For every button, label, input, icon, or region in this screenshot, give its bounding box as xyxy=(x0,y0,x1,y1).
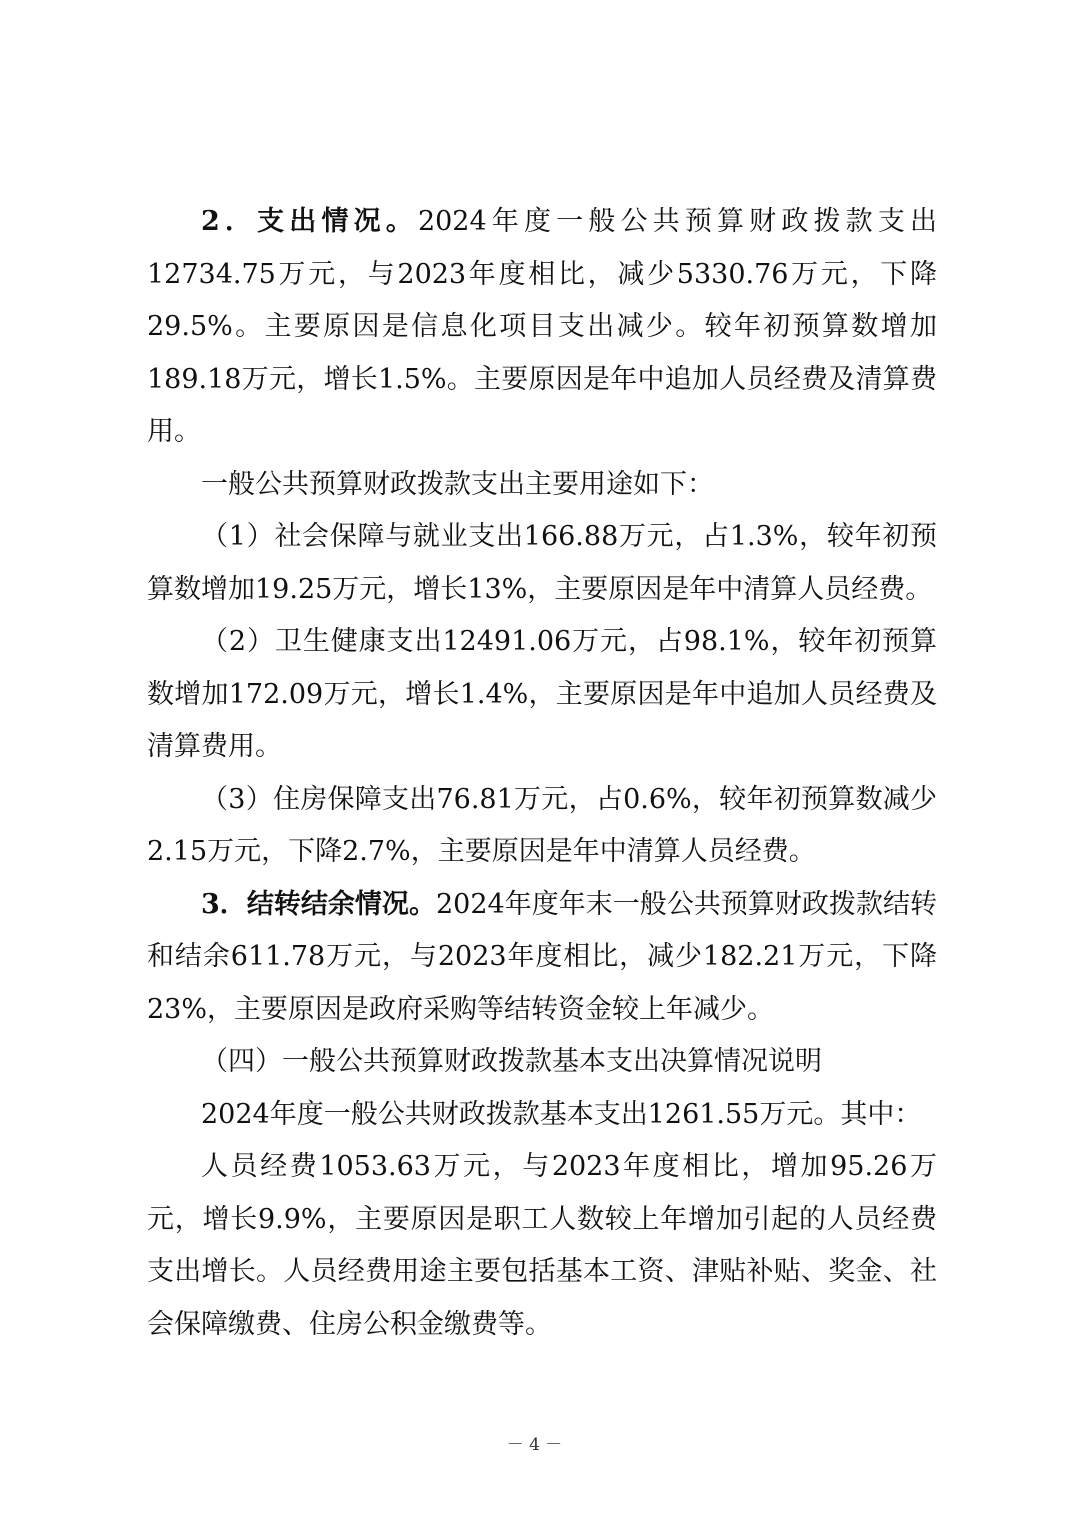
heading-expenditure: 2．支出情况。 xyxy=(201,206,418,237)
paragraph-text: （3）住房保障支出76.81万元，占0.6%，较年初预算数减少2.15万元，下降2.7%，主要原因是年中清算人员经费。 xyxy=(147,783,937,867)
paragraph-item-housing xyxy=(147,774,937,879)
paragraph-text: 一般公共预算财政拨款支出主要用途如下： xyxy=(201,468,714,500)
section-heading-basic-expenditure xyxy=(147,1036,937,1089)
paragraph-text: 2024年度年末一般公共预算财政拨款结转和结余611.78万元，与2023年度相比，减少182.21万元，下降23%，主要原因是政府采购等结转资金较上年减少。 xyxy=(147,888,937,1025)
paragraph-text: 人员经费1053.63万元，与2023年度相比，增加95.26万元，增长9.9%，主要原因是职工人数较上年增加引起的人员经费支出增长。人员经费用途主要包括基本工资、津贴补贴、奖金、社会保障缴费、住房公积金缴费等。 xyxy=(147,1151,937,1340)
paragraph-text: 2024年度一般公共预算财政拨款支出12734.75万元，与2023年度相比，减少5330.76万元，下降29.5%。主要原因是信息化项目支出减少。较年初预算数增加189.18万元，增长1.5%。主要原因是年中追加人员经费及清算费用。 xyxy=(147,206,937,447)
document-body xyxy=(147,196,937,1351)
paragraph-personnel-costs xyxy=(147,1141,937,1351)
heading-carryover: 3．结转结余情况。 xyxy=(201,888,436,920)
paragraph-text: （2）卫生健康支出12491.06万元，占98.1%，较年初预算数增加172.09万元，增长1.4%，主要原因是年中追加人员经费及清算费用。 xyxy=(147,626,937,762)
page-number: － 4 － xyxy=(506,1435,563,1455)
paragraph-carryover xyxy=(147,879,937,1037)
paragraph-item-social-security xyxy=(147,511,937,616)
paragraph-item-health xyxy=(147,616,937,774)
paragraph-basic-expenditure-total xyxy=(147,1089,937,1142)
paragraph-expenditure xyxy=(147,196,937,459)
paragraph-uses-intro xyxy=(147,459,937,512)
section-heading-text: （四）一般公共预算财政拨款基本支出决算情况说明 xyxy=(201,1046,822,1077)
paragraph-text: （1）社会保障与就业支出166.88万元，占1.3%，较年初预算数增加19.25万元，增长13%，主要原因是年中清算人员经费。 xyxy=(147,521,937,605)
paragraph-text: 2024年度一般公共财政拨款基本支出1261.55万元。其中： xyxy=(201,1098,922,1130)
